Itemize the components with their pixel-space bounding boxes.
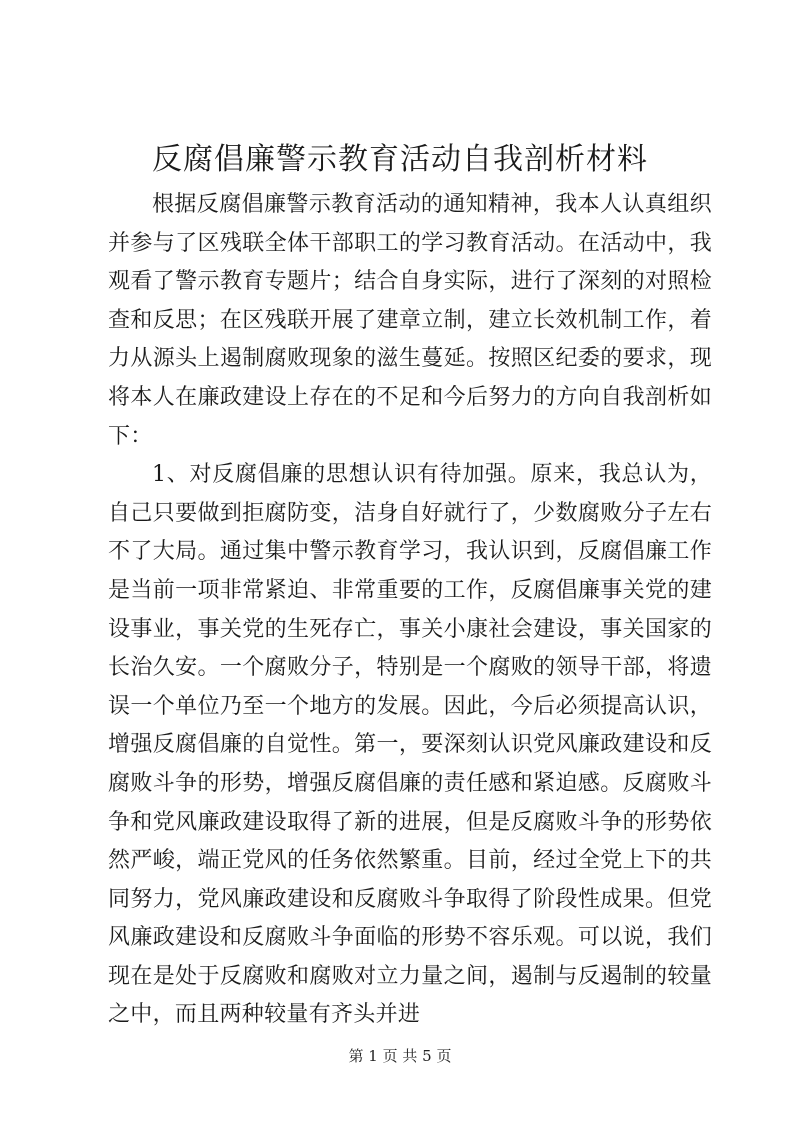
paragraph-intro: 根据反腐倡廉警示教育活动的通知精神，我本人认真组织并参与了区残联全体干部职工的学习教育活动。在活动中，我观看了警示教育专题片；结合自身实际，进行了深刻的对照检查和反思；在区残联开展了建章立制，建立长效机制工作，着力从源头上遏制腐败现象的滋生蔓延。按照区纪委的要求，现将本人在廉政建设上存在的不足和今后努力的方向自我剖析如下：	[108, 192, 712, 449]
page-footer: 第 1 页 共 5 页	[348, 1047, 452, 1065]
document-title: 反腐倡廉警示教育活动自我剖析材料	[152, 142, 648, 177]
paragraph-point-1: 1、对反腐倡廉的思想认识有待加强。原来，我总认为，自己只要做到拒腐防变，洁身自好就行了，少数腐败分子左右不了大局。通过集中警示教育学习，我认识到，反腐倡廉工作是当前一项非常紧迫、非常重要的工作，反腐倡廉事关党的建设事业，事关党的生死存亡，事关小康社会建设，事关国家的长治久安。一个腐败分子，特别是一个腐败的领导干部，将遗误一个单位乃至一个地方的发展。因此，今后必须提高认识，增强反腐倡廉的自觉性。第一，要深刻认识党风廉政建设和反腐败斗争的形势，增强反腐倡廉的责任感和紧迫感。反腐败斗争和党风廉政建设取得了新的进展，但是反腐败斗争的形势依然严峻，端正党风的任务依然繁重。目前，经过全党上下的共同努力，党风廉政建设和反腐败斗争取得了阶段性成果。但党风廉政建设和反腐败斗争面临的形势不容乐观。可以说，我们现在是处于反腐败和腐败对立力量之间，遏制与反遏制的较量之中，而且两种较量有齐头并进	[108, 462, 712, 1028]
document-body	[108, 186, 712, 1035]
